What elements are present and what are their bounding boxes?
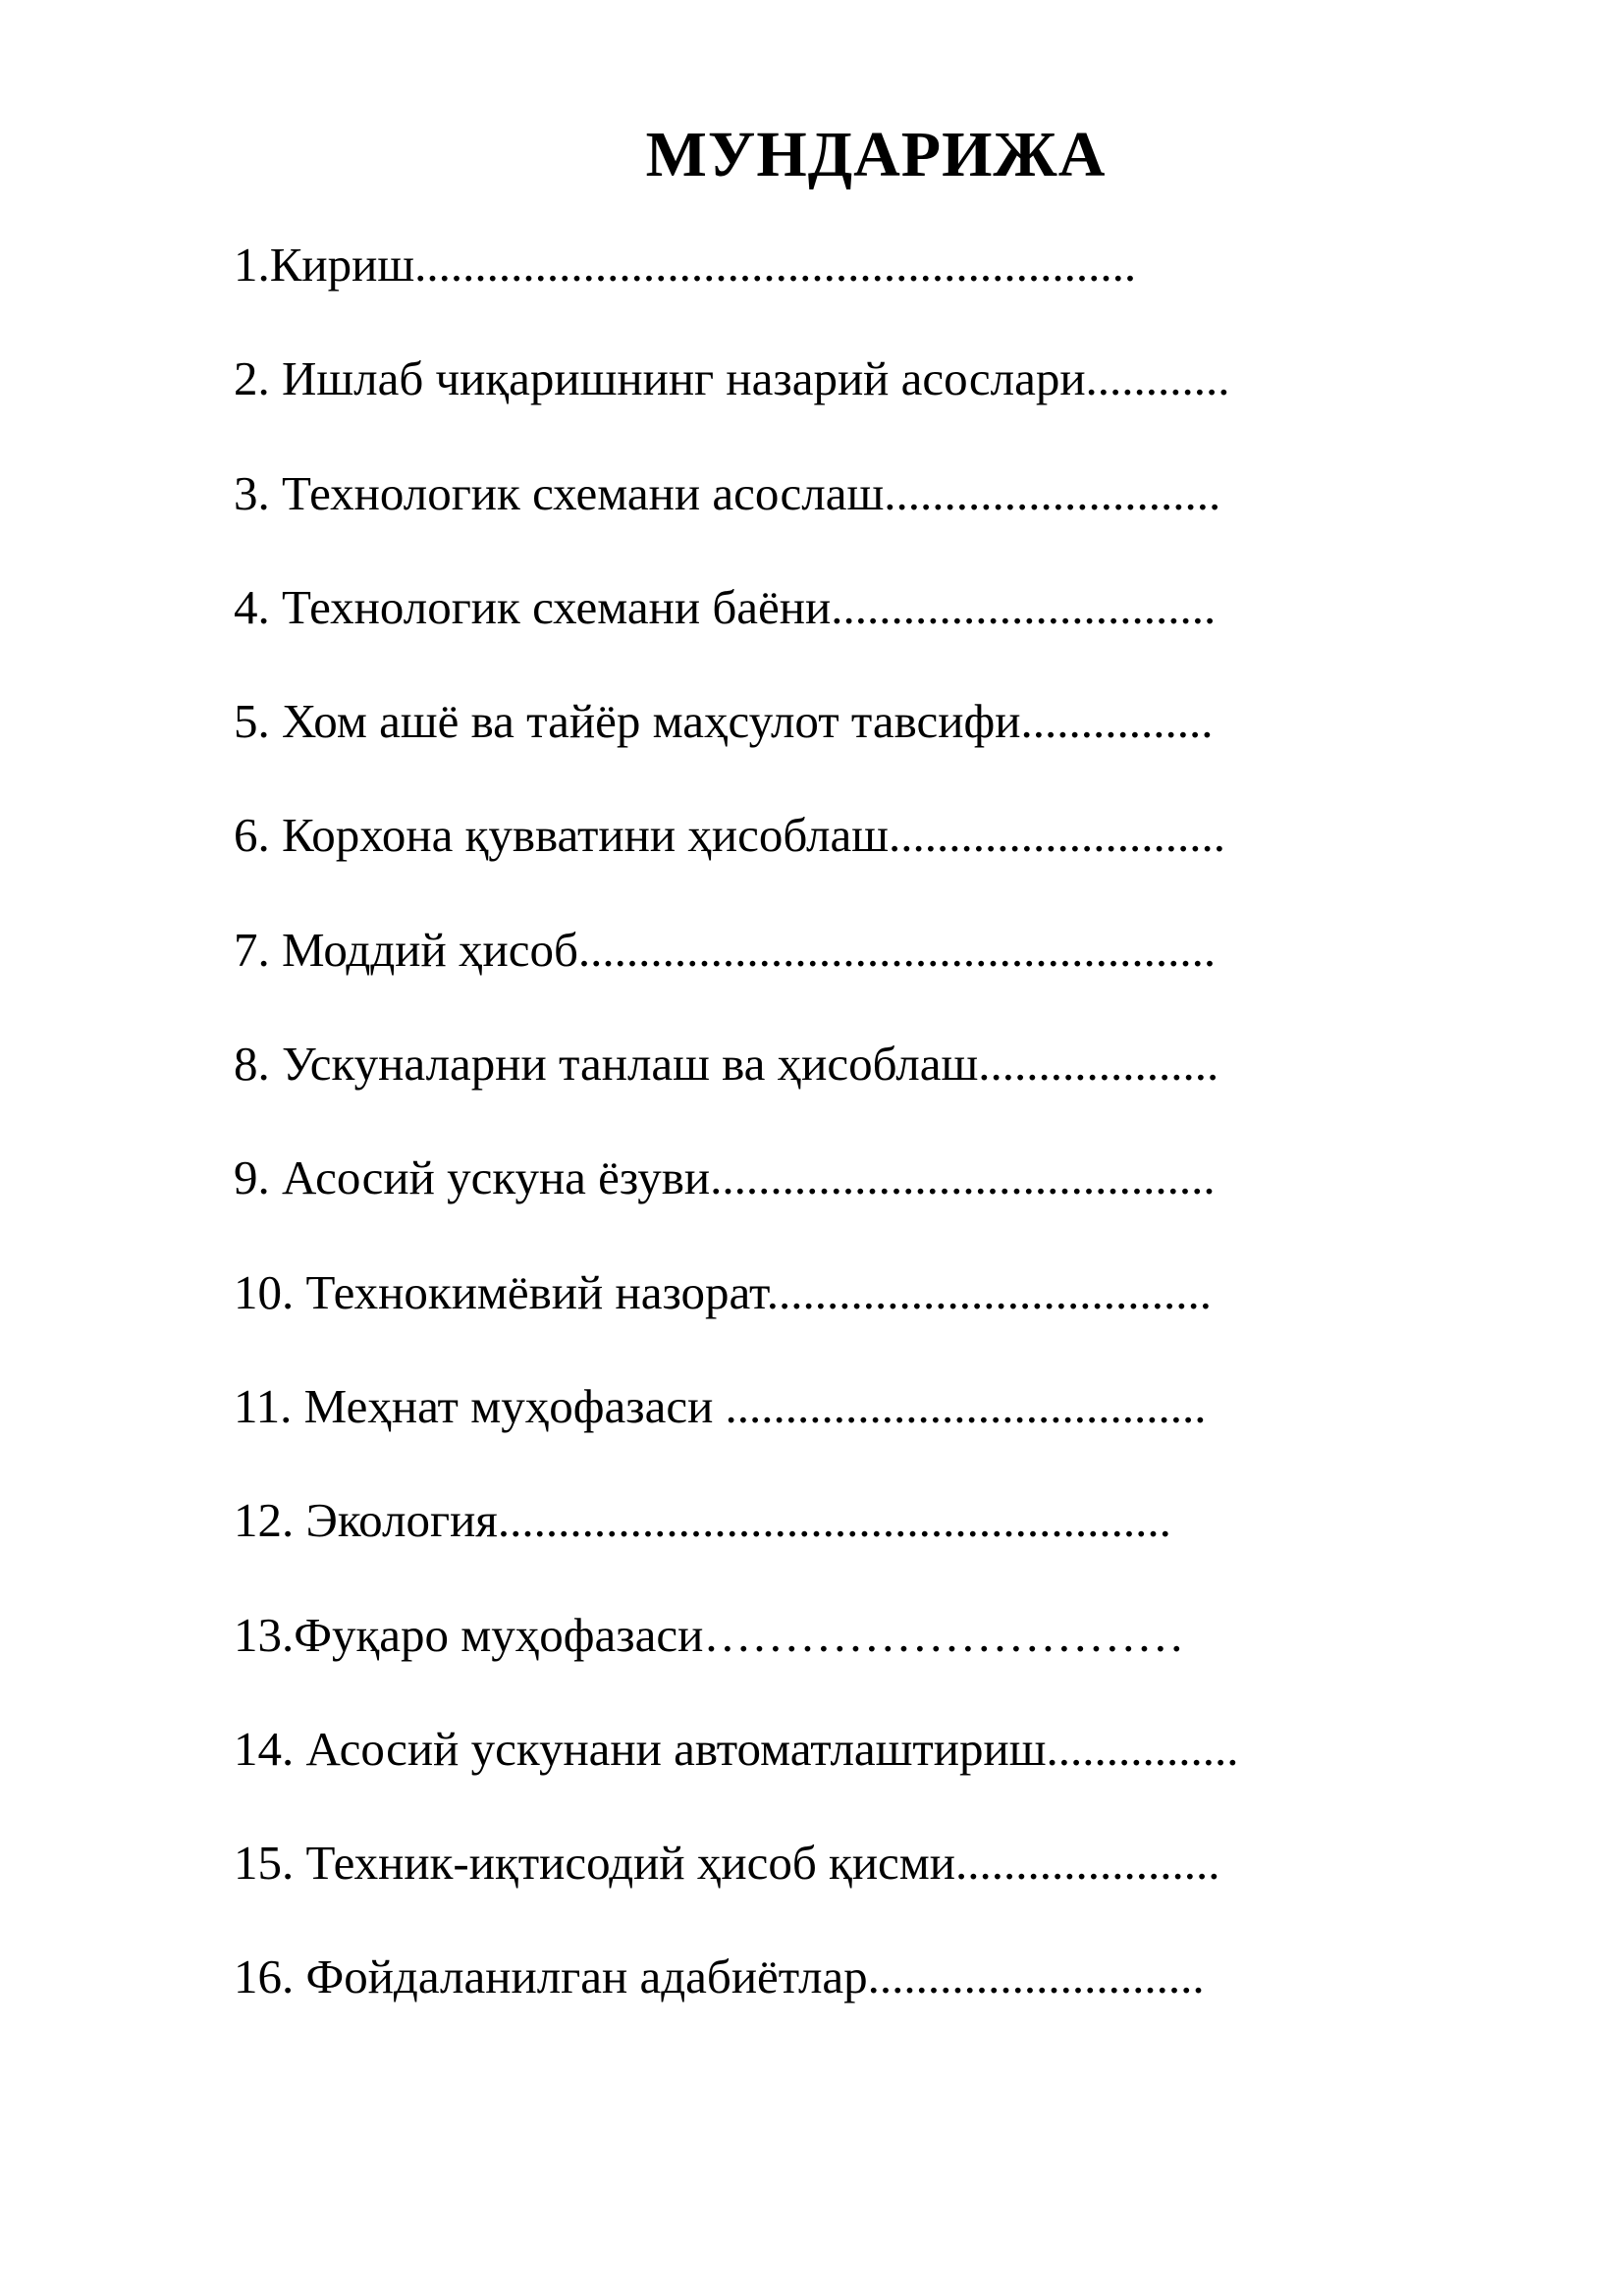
toc-item: 13.Фуқаро муҳофазаси…………………………: [234, 1607, 1185, 1662]
toc-item: 6. Корхона қувватини ҳисоблаш............................: [234, 808, 1225, 863]
toc-item: 12. Экология........................................................: [234, 1493, 1171, 1548]
toc-item: 4. Технологик схемани баёни................................: [234, 579, 1217, 634]
page-title: МУНДАРИЖА: [645, 119, 1107, 190]
toc-item: 9. Асосий ускуна ёзуви..........................................: [234, 1150, 1216, 1205]
toc-item: 8. Ускуналарни танлаш ва ҳисоблаш....................: [234, 1037, 1219, 1092]
toc-item: 2. Ишлаб чиқаришнинг назарий асослари............: [234, 351, 1230, 406]
table-of-contents: [234, 236, 1510, 2062]
toc-item: 11. Меҳнат муҳофазаси ........................................: [234, 1378, 1207, 1433]
toc-item: 3. Технологик схемани асослаш............................: [234, 465, 1221, 520]
toc-item: 15. Техник-иқтисодий ҳисоб қисми......................: [234, 1836, 1220, 1891]
toc-item: 14. Асосий ускунани автоматлаштириш................: [234, 1721, 1239, 1776]
toc-item: 1.Кириш............................................................: [234, 238, 1137, 292]
toc-item: 7. Моддий ҳисоб.....................................................: [234, 922, 1217, 977]
toc-item: 10. Технокимёвий назорат.....................................: [234, 1264, 1213, 1319]
toc-item: 5. Хом ашё ва тайёр маҳсулот тавсифи................: [234, 694, 1214, 749]
toc-item: 16. Фойдаланилган адабиётлар............................: [234, 1949, 1205, 2004]
